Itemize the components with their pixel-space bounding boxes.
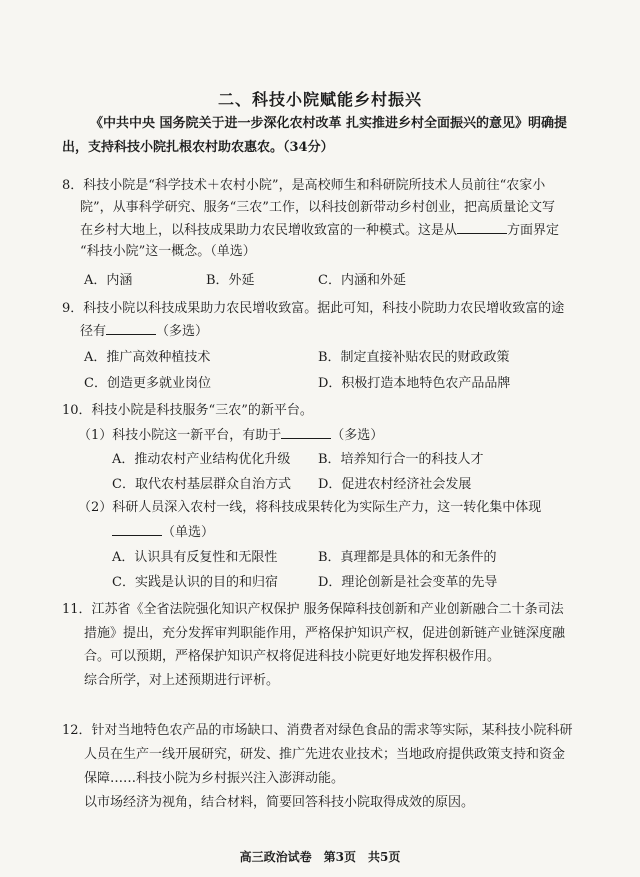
q9-line-2-text: 径有: [80, 324, 107, 339]
q8-line-2: 院”，从事科学研究、服务“三农”工作，以科技创新带动乡村创业，把高质量论文写: [80, 200, 555, 215]
q9-line-1: 9．科技小院以科技成果助力农民增收致富。据此可知，科技小院助力农民增收致富的途: [62, 301, 565, 316]
q10-1-option-c[interactable]: C．取代农村基层群众自治方式: [112, 477, 291, 492]
q12-line-2: 人员在生产一线开展研究，研发、推广先进农业技术；当地政府提供政策支持和资金: [84, 747, 566, 762]
q12-line-1: 12．针对当地特色农产品的市场缺口、消费者对绿色食品的需求等实际，某科技小院科研: [62, 723, 573, 738]
q11-line-3: 合。可以预期，严格保护知识产权将促进科技小院更好地发挥积极作用。: [84, 649, 501, 664]
q10-stem: 10．科技小院是科技服务“三农”的新平台。: [62, 403, 313, 418]
q11-line-4: 综合所学，对上述预期进行评析。: [84, 673, 280, 688]
q10-sub1: [78, 426, 383, 445]
q10-sub1-text: （1）科技小院这一新平台，有助于: [78, 428, 282, 443]
q9-line-2-tail: （多选）: [156, 324, 209, 339]
answer-blank[interactable]: [106, 322, 156, 335]
answer-blank[interactable]: [457, 221, 507, 234]
q10-2-option-d[interactable]: D．理论创新是社会变革的先导: [318, 575, 498, 590]
q8-option-a[interactable]: A．内涵: [84, 273, 133, 288]
q8-option-c[interactable]: C．内涵和外延: [318, 273, 406, 288]
answer-blank[interactable]: [112, 523, 162, 536]
q8-line-3-tail: 方面界定: [507, 223, 560, 238]
q11-line-2: 措施》提出，充分发挥审判职能作用，严格保护知识产权，促进创新链产业链深度融: [84, 626, 566, 641]
q10-sub1-tail: （多选）: [331, 428, 384, 443]
q8-option-b[interactable]: B．外延: [206, 273, 255, 288]
q10-sub2-line-2: [112, 523, 214, 542]
q10-2-option-c[interactable]: C．实践是认识的目的和归宿: [112, 575, 278, 590]
q10-2-option-b[interactable]: B．真理都是具体的和无条件的: [318, 550, 497, 565]
answer-blank[interactable]: [281, 426, 331, 439]
q8-line-3-text: 在乡村大地上，以科技成果助力农民增收致富的一种模式。这是从: [80, 223, 458, 238]
q10-sub2-tail: （单选）: [162, 525, 215, 540]
q10-1-option-a[interactable]: A．推动农村产业结构优化升级: [112, 452, 291, 467]
q9-line-2: [80, 322, 208, 341]
q10-sub2-line-1: （2）科研人员深入农村一线，将科技成果转化为实际生产力，这一转化集中体现: [78, 500, 542, 515]
page-footer: 高三政治试卷 第3页 共5页: [239, 850, 401, 864]
intro-line-1: 《中共中央 国务院关于进一步深化农村改革 扎实推进乡村全面振兴的意见》明确提: [90, 116, 568, 131]
q11-line-1: 11．江苏省《全省法院强化知识产权保护 服务保障科技创新和产业创新融合二十条司法: [62, 602, 564, 617]
q9-option-d[interactable]: D．积极打造本地特色农产品品牌: [318, 376, 511, 391]
q12-line-3: 保障……科技小院为乡村振兴注入澎湃动能。: [84, 771, 345, 786]
q8-line-3: [80, 221, 559, 240]
q8-line-4: “科技小院”这一概念。（单选）: [80, 244, 256, 259]
q8-line-1: 8．科技小院是“科学技术＋农村小院”，是高校师生和科研院所技术人员前往“农家小: [62, 178, 546, 193]
q12-line-4: 以市场经济为视角，结合材料，简要回答科技小院取得成效的原因。: [84, 795, 475, 810]
q9-option-a[interactable]: A．推广高效种植技术: [84, 350, 211, 365]
q10-1-option-d[interactable]: D．促进农村经济社会发展: [318, 477, 472, 492]
q9-option-c[interactable]: C．创造更多就业岗位: [84, 376, 211, 391]
q10-1-option-b[interactable]: B．培养知行合一的科技人才: [318, 452, 484, 467]
q10-2-option-a[interactable]: A．认识具有反复性和无限性: [112, 550, 278, 565]
section-title: 二、科技小院赋能乡村振兴: [217, 90, 422, 109]
q9-option-b[interactable]: B．制定直接补贴农民的财政政策: [318, 350, 510, 365]
intro-line-2: 出，支持科技小院扎根农村助农惠农。（34分）: [62, 140, 334, 155]
